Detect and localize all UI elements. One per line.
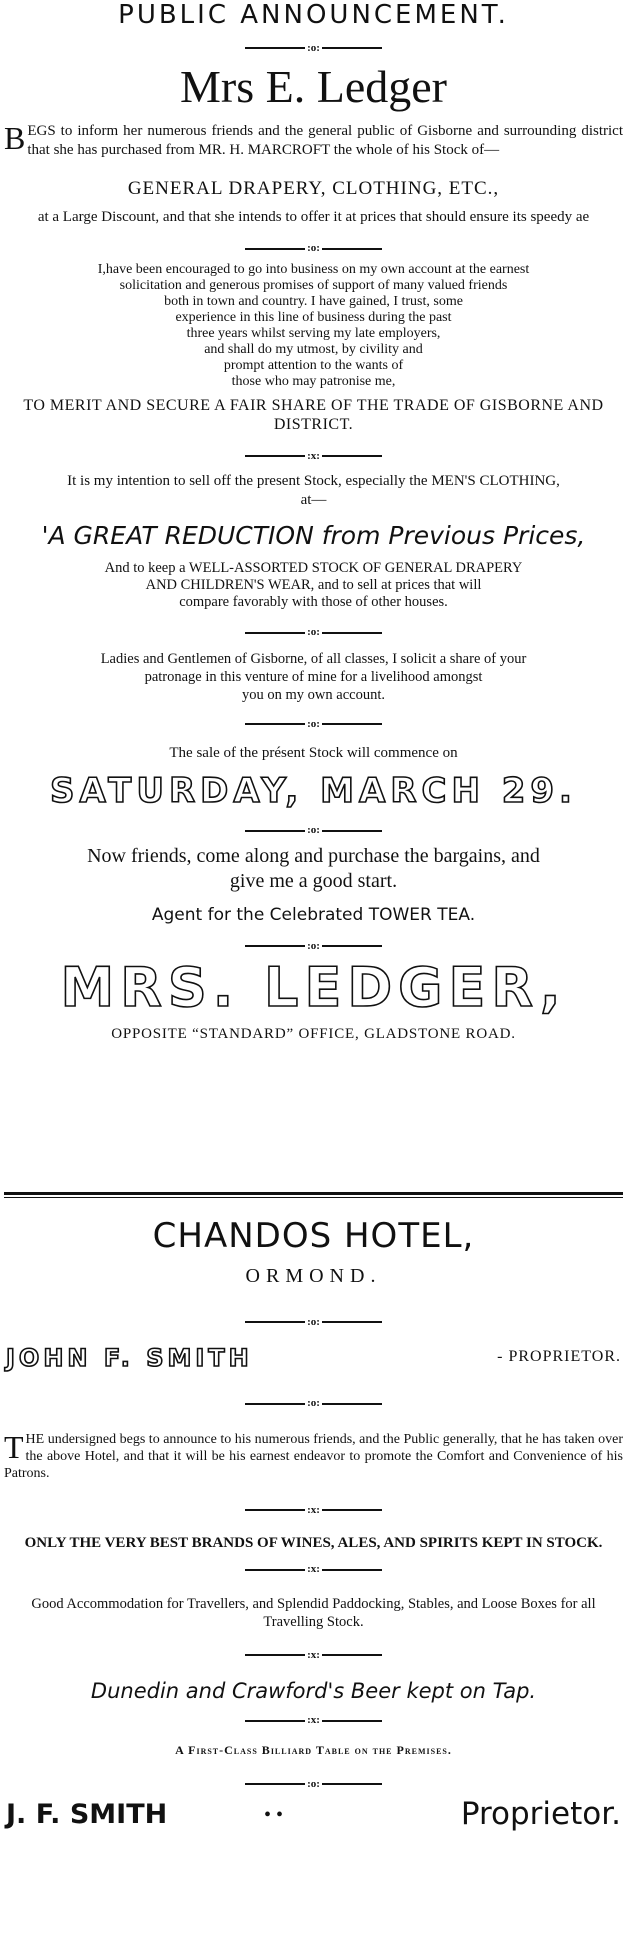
paragraph-line: those who may patronise me, <box>231 374 396 390</box>
paragraph-line: And to keep a WELL-ASSORTED STOCK OF GENERAL DRAPERY <box>104 559 523 576</box>
beer-line: Dunedin and Crawford's Beer kept on Tap. <box>90 1678 537 1703</box>
divider: :o: <box>4 241 623 255</box>
divider: :o: <box>4 625 623 639</box>
footer-dots: • • <box>264 1803 284 1826</box>
advertiser-name: Mrs E. Ledger <box>180 60 447 112</box>
business-paragraph <box>4 262 623 390</box>
divider: :x: <box>4 1502 623 1516</box>
divider: :x: <box>4 1713 623 1727</box>
footer-name: J. F. SMITH <box>6 1798 168 1830</box>
footer-label: Proprietor. <box>460 1795 621 1832</box>
agent-line: Agent for the Celebrated TOWER TEA. <box>151 905 476 926</box>
proprietor-label: - PROPRIETOR. <box>497 1347 621 1365</box>
divider: :o: <box>4 823 623 837</box>
paragraph-line: AND CHILDREN'S WEAR, and to sell at prices that will <box>145 576 482 593</box>
paragraph-line: you on my own account. <box>242 687 385 704</box>
paragraph-line: prompt attention to the wants of <box>223 358 404 374</box>
brands-line: ONLY THE VERY BEST BRANDS OF WINES, ALES, AND SPIRITS KEPT IN STOCK. <box>24 1534 603 1551</box>
paragraph-line: compare favorably with those of other houses. <box>179 593 448 610</box>
reduction-line: 'A GREAT REDUCTION from Previous Prices, <box>41 520 586 550</box>
intro-paragraph: BEGS to inform her numerous friends and the general public of Gisborne and surrounding district that she has purchased from MR. H. MARCROFT the whole of his Stock of— <box>4 119 623 158</box>
ledger-ad <box>4 0 623 1044</box>
divider: :x: <box>4 1562 623 1576</box>
divider: :o: <box>4 716 623 730</box>
hotel-ad <box>4 1208 623 1836</box>
divider: :o: <box>4 40 623 54</box>
goods-line: GENERAL DRAPERY, CLOTHING, ETC., <box>127 177 500 199</box>
notice-paragraph: THE undersigned begs to announce to his numerous friends, and the Public generally, that he has taken over the above Hotel, and that it will be his earnest endeavor to promote the Comfort and Convenience of his Patrons. <box>4 1429 623 1482</box>
paragraph-line: both in town and country. I have gained, I trust, some <box>164 294 463 310</box>
address-line: OPPOSITE “STANDARD” OFFICE, GLADSTONE ROAD. <box>111 1025 516 1042</box>
paragraph-line: three years whilst serving my late employers, <box>186 326 441 342</box>
paragraph-line: Ladies and Gentlemen of Gisborne, of all classes, I solicit a share of your <box>100 651 527 668</box>
sale-date: SATURDAY, MARCH 29. <box>50 770 577 811</box>
paragraph-line: solicitation and generous promises of support of many valued friends <box>119 278 508 294</box>
discount-line: at a Large Discount, and that she intends to offer it at prices that should ensure its speedy ae <box>37 208 590 225</box>
footer-line <box>4 1796 623 1836</box>
intention-line: It is my intention to sell off the present Stock, especially the MEN'S CLOTHING, at— <box>67 472 560 508</box>
paragraph-line: and shall do my utmost, by civility and <box>204 342 423 358</box>
hotel-title: CHANDOS HOTEL, <box>152 1216 475 1256</box>
divider: :o: <box>4 1776 623 1790</box>
paragraph-line: experience in this line of business during the past <box>175 310 452 326</box>
proprietor-line <box>4 1342 623 1378</box>
keep-stock-paragraph <box>4 560 623 611</box>
paragraph-line: give me a good start. <box>229 870 398 893</box>
billiard-line: A First-Class Billiard Table on the Premises. <box>175 1743 452 1758</box>
accommodation-line: Good Accommodation for Travellers, and Splendid Paddocking, Stables, and Loose Boxes for all Travelling Stock. <box>31 1596 596 1631</box>
proprietor-name: JOHN F. SMITH <box>6 1343 253 1372</box>
ladies-paragraph <box>4 650 623 704</box>
announcement-header: PUBLIC ANNOUNCEMENT. <box>118 0 509 30</box>
drop-cap: B <box>4 119 26 156</box>
paragraph-line: patronage in this venture of mine for a livelihood amongst <box>144 669 483 686</box>
signature: MRS. LEDGER, <box>60 955 567 1019</box>
come-along-paragraph <box>4 844 623 894</box>
divider: :x: <box>4 448 623 462</box>
divider: :x: <box>4 1647 623 1661</box>
hotel-location: ORMOND. <box>245 1265 382 1287</box>
divider: :o: <box>4 938 623 952</box>
merit-line: TO MERIT AND SECURE A FAIR SHARE OF THE TRADE OF GISBORNE AND DISTRICT. <box>23 397 604 434</box>
drop-cap: T <box>4 1429 24 1466</box>
divider: :o: <box>4 1314 623 1328</box>
paragraph-line: Now friends, come along and purchase the bargains, and <box>87 845 540 868</box>
paragraph-line: I,have been encouraged to go into business on my own account at the earnest <box>97 262 530 278</box>
divider: :o: <box>4 1396 623 1410</box>
ad-separator <box>4 1192 623 1195</box>
sale-line: The sale of the présent Stock will commence on <box>169 744 458 761</box>
ad-separator <box>4 1197 623 1198</box>
